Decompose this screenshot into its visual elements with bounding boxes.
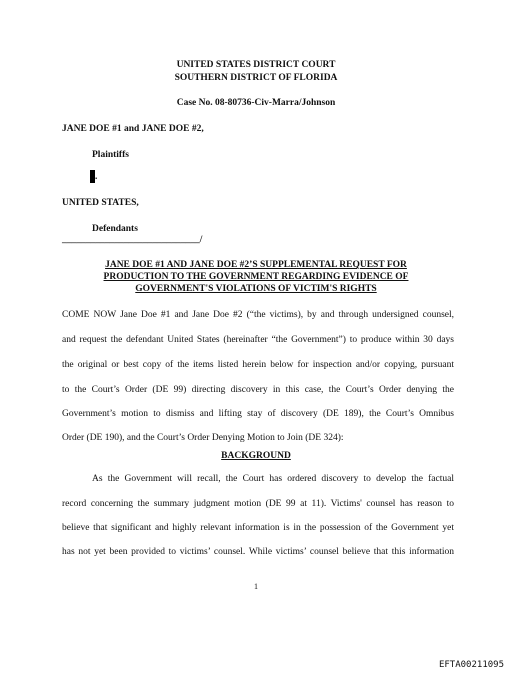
defendants-label: Defendants — [92, 224, 138, 234]
defendant-name: UNITED STATES, — [62, 198, 139, 208]
motion-title-line-3: GOVERNMENT'S VIOLATIONS OF VICTIM'S RIGHTS — [135, 284, 377, 294]
document-id: EFTA00211095 — [438, 660, 504, 670]
intro-line-4: to the Court’s Order (DE 99) directing discovery in this case, the Court’s Order denying the — [62, 385, 454, 395]
background-line-4: has not yet been provided to victims’ counsel. While victims’ counsel believe that this information — [62, 547, 454, 557]
page-number: 1 — [254, 582, 258, 591]
motion-title-line-1: JANE DOE #1 AND JANE DOE #2’S SUPPLEMENTAL REQUEST FOR — [105, 260, 407, 270]
versus-mark: . — [95, 172, 98, 182]
background-line-3: believe that significant and highly relevant information is in the possession of the Government yet — [62, 523, 454, 533]
motion-title-line-2: PRODUCTION TO THE GOVERNMENT REGARDING EVIDENCE OF — [103, 272, 409, 282]
background-heading: BACKGROUND — [221, 451, 291, 461]
background-line-2: record concerning the summary judgment motion (DE 99 at 11). Victims' counsel has reason to — [62, 499, 454, 509]
background-line-1: As the Government will recall, the Court has ordered discovery to develop the factual — [92, 474, 454, 484]
plaintiffs-label: Plaintiffs — [92, 150, 129, 160]
court-district: SOUTHERN DISTRICT OF FLORIDA — [174, 73, 338, 83]
intro-line-1: COME NOW Jane Doe #1 and Jane Doe #2 (“the victims), by and through undersigned counsel, — [62, 310, 454, 320]
intro-line-5: Government’s motion to dismiss and lifting stay of discovery (DE 189), the Court’s Omnibus — [62, 409, 454, 419]
plaintiffs-names: JANE DOE #1 and JANE DOE #2, — [62, 124, 204, 134]
intro-line-2: and request the defendant United States (hereinafter “the Government”) to produce within 30 days — [62, 335, 454, 345]
caption-signature-line: _____________________________/ — [62, 235, 203, 245]
court-name: UNITED STATES DISTRICT COURT — [176, 60, 336, 70]
intro-line-6: Order (DE 190), and the Court’s Order Denying Motion to Join (DE 324): — [62, 433, 344, 443]
intro-line-3: the original or best copy of the items listed herein below for inspection and/or copying, pursuant — [62, 360, 454, 370]
case-number: Case No. 08-80736-Civ-Marra/Johnson — [176, 98, 336, 108]
